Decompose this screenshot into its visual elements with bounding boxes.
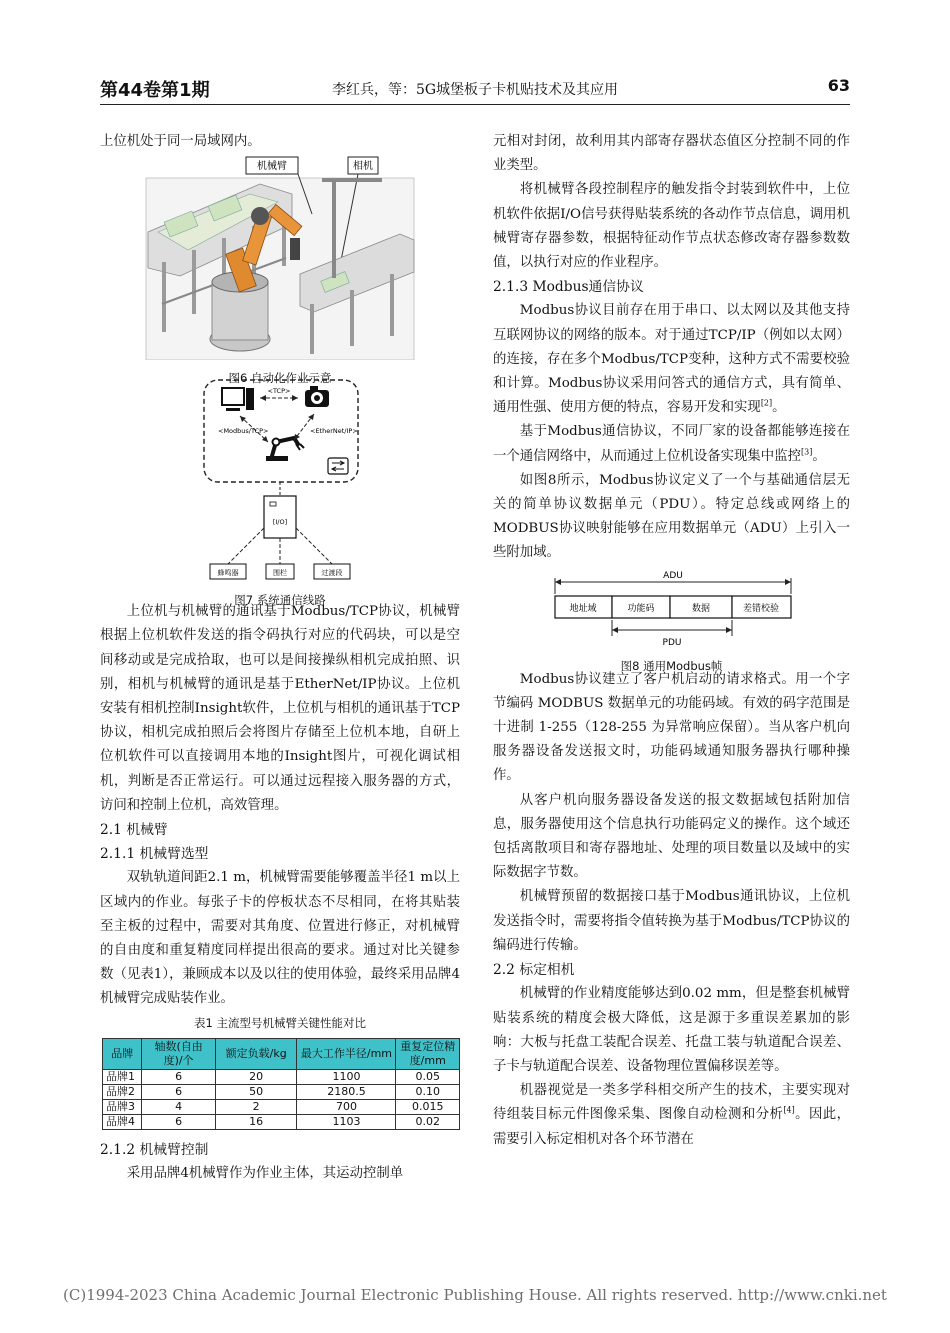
table-header: 额定负载/kg bbox=[215, 1038, 297, 1069]
io-label: [I/O] bbox=[272, 518, 288, 527]
modbus-frame-diagram bbox=[493, 568, 850, 648]
journal-issue: 第44卷第1期 bbox=[100, 80, 210, 101]
label-arm: 机械臂 bbox=[257, 161, 287, 173]
node-fence: 围栏 bbox=[273, 569, 287, 578]
subsection-heading: 2.1.2 机械臂控制 bbox=[100, 1141, 209, 1158]
paragraph: 机器视觉是一类多学科相交所产生的技术，主要实现对待组装目标元件图像采集、图像自动检测和分析[4]。因此，需要引入标定相机对各个环节潜在 bbox=[493, 1083, 851, 1147]
paragraph: 从客户机向服务器设备发送的报文数据域包括附加信息，服务器使用这个信息执行功能码定义的操作。这个域还包括离散项目和寄存器地址、处理的项目数量以及域中的实际数据字节数。 bbox=[493, 792, 850, 881]
page-header bbox=[100, 76, 850, 106]
table-header: 重复定位精度/mm bbox=[396, 1038, 460, 1069]
automation-photo bbox=[100, 154, 460, 360]
figure-7-caption: 图7 系统通信线路 bbox=[234, 593, 326, 608]
right-column bbox=[493, 130, 850, 1152]
citation[interactable]: [3] bbox=[800, 447, 813, 457]
paragraph: 元相对封闭，故利用其内部寄存器状态值区分控制不同的作业类型。 bbox=[493, 134, 850, 174]
figure-6-caption: 图6 自动化作业示意 bbox=[228, 371, 332, 386]
table-row: 品牌3 4 2 700 0.015 bbox=[103, 1099, 460, 1114]
citation[interactable]: [2] bbox=[760, 398, 773, 408]
figure-6 bbox=[100, 154, 460, 386]
figure-8 bbox=[493, 568, 850, 673]
paragraph: 机械臂预留的数据接口基于Modbus通讯协议，上位机发送指令时，需要将指令值转换为基于Modbus/TCP协议的编码进行传输。 bbox=[493, 889, 850, 953]
paragraph: Modbus协议建立了客户机启动的请求格式。用一个字节编码 MODBUS 数据单元的功能码域。有效的码字范围是十进制 1-255（128-255 为异常响应保留）。当从客户机向服务器设备发送报文时，功能码域通知服务器执行哪种操作。 bbox=[493, 671, 850, 784]
figure-7 bbox=[100, 378, 460, 608]
section-heading: 2.2 标定相机 bbox=[493, 962, 575, 979]
citation[interactable]: [4] bbox=[783, 1105, 795, 1115]
table-header: 轴数(自由度)/个 bbox=[142, 1038, 215, 1069]
camera-icon bbox=[305, 386, 329, 407]
table-header: 最大工作半径/mm bbox=[297, 1038, 396, 1069]
node-transition: 过渡段 bbox=[321, 569, 343, 578]
subsection-heading: 2.1.3 Modbus通信协议 bbox=[493, 279, 644, 296]
paragraph: Modbus协议目前存在用于串口、以太网以及其他支持互联网协议的网络的版本。对于通过TCP/IP（例如以太网）的连接，存在多个Modbus/TCP变种，这种方式不需要校验和计算。Modbus协议采用问答式的通信方式，具有简单、通用性强、使用方便的特点，容易开发和实现[2]。 bbox=[493, 303, 850, 416]
pdu-label: PDU bbox=[662, 637, 682, 648]
field-data: 数据 bbox=[691, 603, 711, 614]
adu-label: ADU bbox=[663, 570, 683, 581]
left-column bbox=[100, 130, 460, 1186]
computer-icon bbox=[222, 388, 254, 411]
table-header: 品牌 bbox=[103, 1038, 142, 1069]
link-modbus-tcp: <Modbus/TCP> bbox=[218, 427, 269, 436]
subsection-heading: 2.1.1 机械臂选型 bbox=[100, 846, 209, 863]
copyright-footer: (C)1994-2023 China Academic Journal Electronic Publishing House. All rights reserved. http://www.cnki.net bbox=[63, 1286, 887, 1304]
header-rule bbox=[100, 104, 850, 105]
robot-arm-icon bbox=[266, 438, 304, 461]
paragraph: 如图8所示，Modbus协议定义了一个与基础通信层无关的简单协议数据单元（PDU）。特定总线或网络上的MODBUS协议映射能够在应用数据单元（ADU）上引入一些附加域。 bbox=[493, 472, 850, 561]
paragraph: 上位机与机械臂的通讯基于Modbus/TCP协议，机械臂根据上位机软件发送的指令码执行对应的代码块，可以是空间移动或是完成拾取，也可以是间接操纵相机完成拍照、识别，相机与机械臂的通讯是基于EtherNet/IP协议。上位机安装有相机控制Insight软件，上位机与相机的通讯基于TCP协议，相机完成拍照后会将图片存储至上位机本地，自研上位机软件可以直接调用本地的Insight图片，可视化调试相机，判断是否正常运行。可以通过远程接入服务器的方式，访问和控制上位机，高效管理。 bbox=[100, 604, 460, 813]
table-row: 品牌1 6 20 1100 0.05 bbox=[103, 1069, 460, 1084]
table-row: 品牌4 6 16 1103 0.02 bbox=[103, 1114, 460, 1129]
table-row: 品牌2 6 50 2180.5 0.10 bbox=[103, 1084, 460, 1099]
paragraph: 机械臂的作业精度能够达到0.02 mm，但是整套机械臂贴装系统的精度会极大降低，这是源于多重误差累加的影响：大板与托盘工装配合误差、托盘工装与轨道配合误差、子卡与轨道配合误差、设备物理位置偏移误差等。 bbox=[493, 986, 850, 1074]
figure-8-caption: 图8 通用Modbus帧 bbox=[620, 658, 723, 673]
paragraph: 基于Modbus通信协议，不同厂家的设备都能够连接在一个通信网络中，从而通过上位机设备实现集中监控[3]。 bbox=[493, 424, 850, 464]
table-1-caption: 表1 主流型号机械臂关键性能对比 bbox=[194, 1015, 366, 1030]
section-heading: 2.1 机械臂 bbox=[100, 822, 168, 839]
node-buzzer: 蜂鸣器 bbox=[217, 569, 239, 578]
field-error-check: 差错校验 bbox=[742, 603, 780, 614]
paragraph: 双轨轨道间距2.1 m，机械臂需要能够覆盖半径1 m以上区域内的作业。每张子卡的停板状态不尽相同，在将其贴装至主板的过程中，需要对其角度、位置进行修正，对机械臂的自由度和重复精度同样提出很高的要求。通过对比关键参数（见表1），兼顾成本以及以往的使用体验，最终采用品牌4机械臂完成贴装作业。 bbox=[100, 870, 460, 1007]
running-title: 李红兵，等：5G城堡板子卡机贴技术及其应用 bbox=[331, 82, 619, 98]
link-ethernet-ip: <EtherNet/IP> bbox=[310, 427, 358, 436]
page-number: 63 bbox=[827, 76, 850, 95]
field-function-code: 功能码 bbox=[627, 603, 655, 614]
paragraph: 采用品牌4机械臂作为作业主体，其运动控制单 bbox=[126, 1165, 404, 1181]
field-address: 地址域 bbox=[569, 603, 597, 614]
paragraph: 上位机处于同一局域网内。 bbox=[100, 134, 261, 149]
switch-icon bbox=[328, 458, 348, 474]
communication-diagram bbox=[100, 378, 460, 582]
label-camera: 相机 bbox=[353, 161, 373, 173]
link-tcp: <TCP> bbox=[267, 387, 291, 396]
table-1 bbox=[102, 1038, 460, 1130]
paragraph: 将机械臂各段控制程序的触发指令封装到软件中，上位机软件依据I/O信号获得贴装系统的各动作节点信息，调用机械臂寄存器参数，根据特征动作节点状态修改寄存器参数数值，以执行对应的作业程序。 bbox=[493, 182, 850, 271]
